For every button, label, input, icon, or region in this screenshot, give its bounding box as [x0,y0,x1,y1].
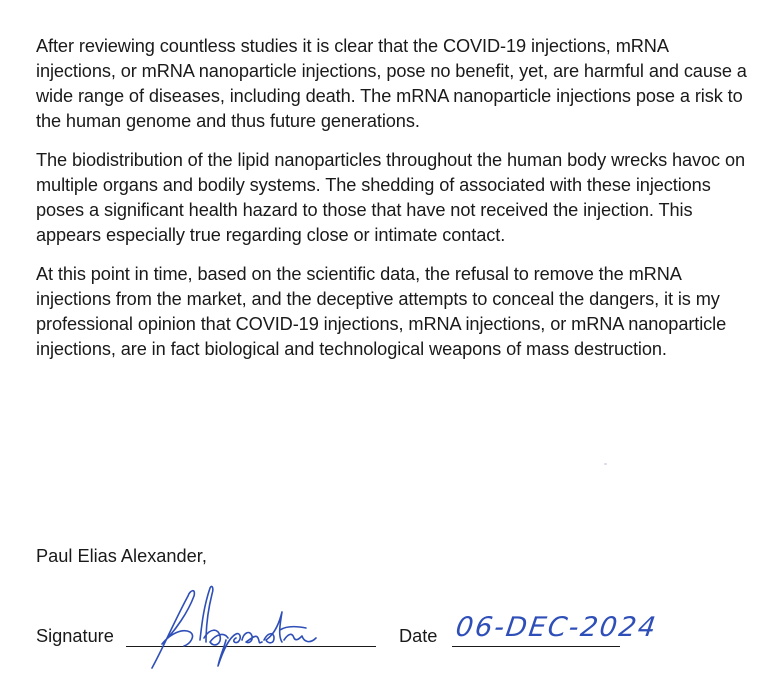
signature-label: Signature [36,626,114,646]
letter-body [36,34,748,376]
scan-speck [604,463,607,465]
handwritten-date: 06-DEC-2024 [453,612,660,643]
paragraph-3: At this point in time, based on the scientific data, the refusal to remove the mRNA injections from the market, and the deceptive attempts to conceal the dangers, it is my professional opinion that COVID-19 injections, mRNA injections, or mRNA nanoparticle injections, are in fact biological and technological weapons of mass destruction. [36,264,727,359]
author-name: Paul Elias Alexander, [36,546,207,566]
paragraph-1: After reviewing countless studies it is clear that the COVID-19 injections, mRNA injections, or mRNA nanoparticle injections, pose no benefit, yet, are harmful and cause a wide range of diseases, including death. The mRNA nanoparticle injections pose a risk to the human genome and thus future generations. [36,36,747,131]
handwritten-signature [140,582,330,672]
signature-row [36,612,736,662]
paragraph-2: The biodistribution of the lipid nanoparticles throughout the human body wrecks havoc on multiple organs and bodily systems. The shedding of associated with these injections poses a significant health hazard to those that have not received the injection. This appears especially true regarding close or intimate contact. [36,150,746,245]
date-label: Date [399,626,438,646]
date-line [452,646,620,647]
